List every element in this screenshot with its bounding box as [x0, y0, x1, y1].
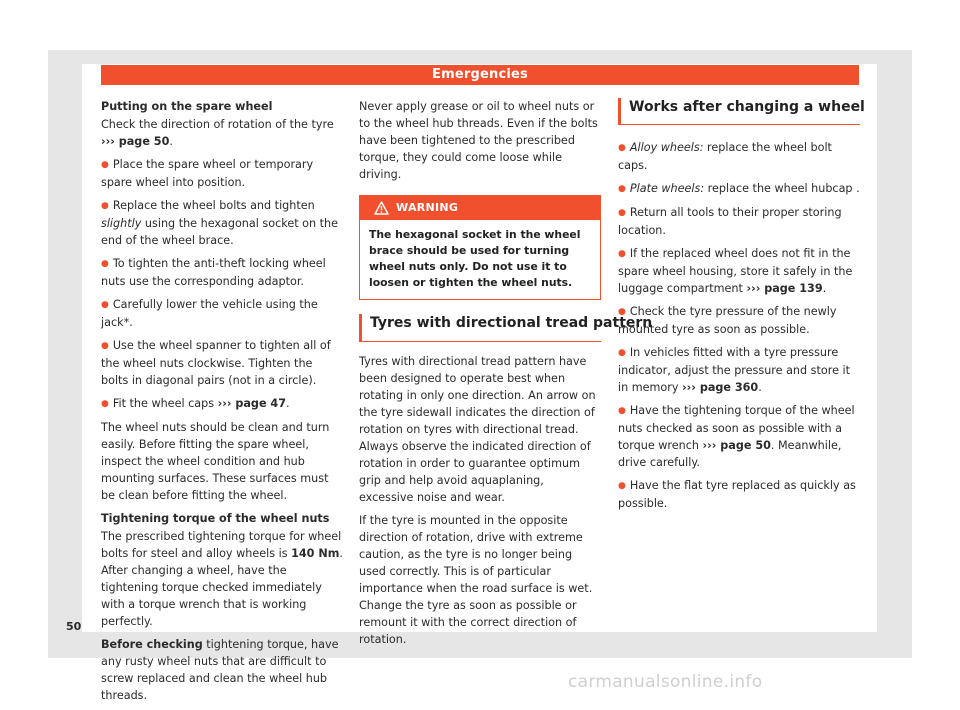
bullet-icon: ●	[101, 259, 109, 269]
paragraph-direction: Check the direction of rotation of the tyre ››› page 50.	[101, 118, 334, 148]
bullet-icon: ●	[101, 160, 109, 170]
paragraph-torque: The prescribed tightening torque for wheel bolts for steel and alloy wheels is 140 Nm. After changing a wheel, have the tightening torque checked immediately with a torque wrench that is working perfectly.	[101, 530, 343, 628]
paragraph-clean: The wheel nuts should be clean and turn easily. Before fitting the spare wheel, inspect the wheel condition and hub mounting surfaces. These surfaces must be clean before fitting the wheel.	[101, 421, 330, 502]
bullet-icon: ●	[618, 348, 626, 358]
subheading-torque: Tightening torque of the wheel nuts	[101, 512, 330, 525]
bullet-icon: ●	[618, 481, 626, 491]
list-item: ● Fit the wheel caps ››› page 47.	[101, 397, 290, 410]
page-number: 50	[66, 620, 82, 633]
bullet-icon: ●	[101, 341, 109, 351]
subheading-spare-wheel: Putting on the spare wheel	[101, 100, 273, 113]
bullet-icon: ●	[618, 406, 626, 416]
list-item: ● Plate wheels: replace the wheel hubcap .	[618, 182, 860, 195]
list-item: ● Use the wheel spanner to tighten all of the wheel nuts clockwise. Tighten the bolts in diagonal pairs (not in a circle).	[101, 339, 331, 387]
warning-text: The hexagonal socket in the wheel brace should be used for turning wheel nuts only. Do not use it to loosen or tighten the wheel nuts.	[369, 228, 581, 289]
paragraph-before-checking: Before checking tightening torque, have any rusty wheel nuts that are difficult to screw replaced and clean the wheel hub threads.	[101, 638, 339, 702]
warning-title: WARNING	[396, 201, 459, 214]
page-reference[interactable]: ››› page 360	[682, 381, 759, 394]
list-item: ● Have the tightening torque of the wheel nuts checked as soon as possible with a torque wrench ››› page 50. Meanwhile, drive carefully.	[618, 404, 855, 469]
list-item: ● Have the flat tyre replaced as quickly as possible.	[618, 479, 856, 510]
watermark: carmanualsonline.info	[568, 672, 763, 692]
list-item: ● If the replaced wheel does not fit in the spare wheel housing, store it safely in the luggage compartment ››› page 139.	[618, 247, 853, 295]
bullet-icon: ●	[618, 143, 626, 153]
column-right	[618, 98, 865, 518]
list-item: ● Place the spare wheel or temporary spare wheel into position.	[101, 158, 314, 189]
bullet-icon: ●	[618, 249, 626, 259]
heading-directional-tread: Tyres with directional tread pattern	[359, 314, 601, 342]
warning-box	[359, 195, 601, 300]
section-header: Emergencies	[101, 65, 859, 85]
paragraph-tread-2: If the tyre is mounted in the opposite direction of rotation, drive with extreme caution, as the tyre is no longer being used correctly. This is of particular importance when the road surface is wet. Change the tyre as soon as possible or remount it with the correct direction of rotation.	[359, 514, 593, 646]
warning-triangle-icon	[374, 201, 389, 215]
bullet-icon: ●	[101, 300, 109, 310]
list-item: ● Alloy wheels: replace the wheel bolt caps.	[618, 141, 832, 172]
list-item: ● In vehicles fitted with a tyre pressure indicator, adjust the pressure and store it in memory ››› page 360.	[618, 346, 851, 394]
paragraph-tread-1: Tyres with directional tread pattern have been designed to operate best when rotating in only one direction. An arrow on the tyre sidewall indicates the direction of rotation on tyres with directional tread. Always observe the indicated direction of rotation in order to guarantee optimum grip and help avoid aquaplaning, excessive noise and wear.	[359, 355, 596, 504]
page-reference[interactable]: ››› page 139	[746, 282, 823, 295]
column-middle	[359, 98, 653, 654]
page-reference[interactable]: ››› page 50	[101, 135, 170, 148]
paragraph-grease: Never apply grease or oil to wheel nuts or to the wheel hub threads. Even if the bolts have been tightened to the prescribed torque, they could come loose while driving.	[359, 100, 598, 181]
warning-header	[360, 196, 600, 220]
list-item: ● Check the tyre pressure of the newly mounted tyre as soon as possible.	[618, 305, 837, 336]
bullet-icon: ●	[618, 184, 626, 194]
bullet-icon: ●	[101, 399, 109, 409]
page-reference[interactable]: ››› page 47	[217, 397, 286, 410]
bullet-icon: ●	[618, 208, 626, 218]
list-item: ● To tighten the anti-theft locking wheel nuts use the corresponding adaptor.	[101, 257, 326, 288]
heading-works-after-change: Works after changing a wheel	[618, 98, 860, 125]
bullet-icon: ●	[618, 307, 626, 317]
list-item: ● Replace the wheel bolts and tighten slightly using the hexagonal socket on the end of the wheel brace.	[101, 199, 338, 247]
page-reference[interactable]: ››› page 50	[702, 439, 771, 452]
list-item: ● Carefully lower the vehicle using the jack*.	[101, 298, 318, 329]
bullet-icon: ●	[101, 201, 109, 211]
column-left	[101, 98, 343, 710]
list-item: ● Return all tools to their proper storing location.	[618, 206, 842, 237]
